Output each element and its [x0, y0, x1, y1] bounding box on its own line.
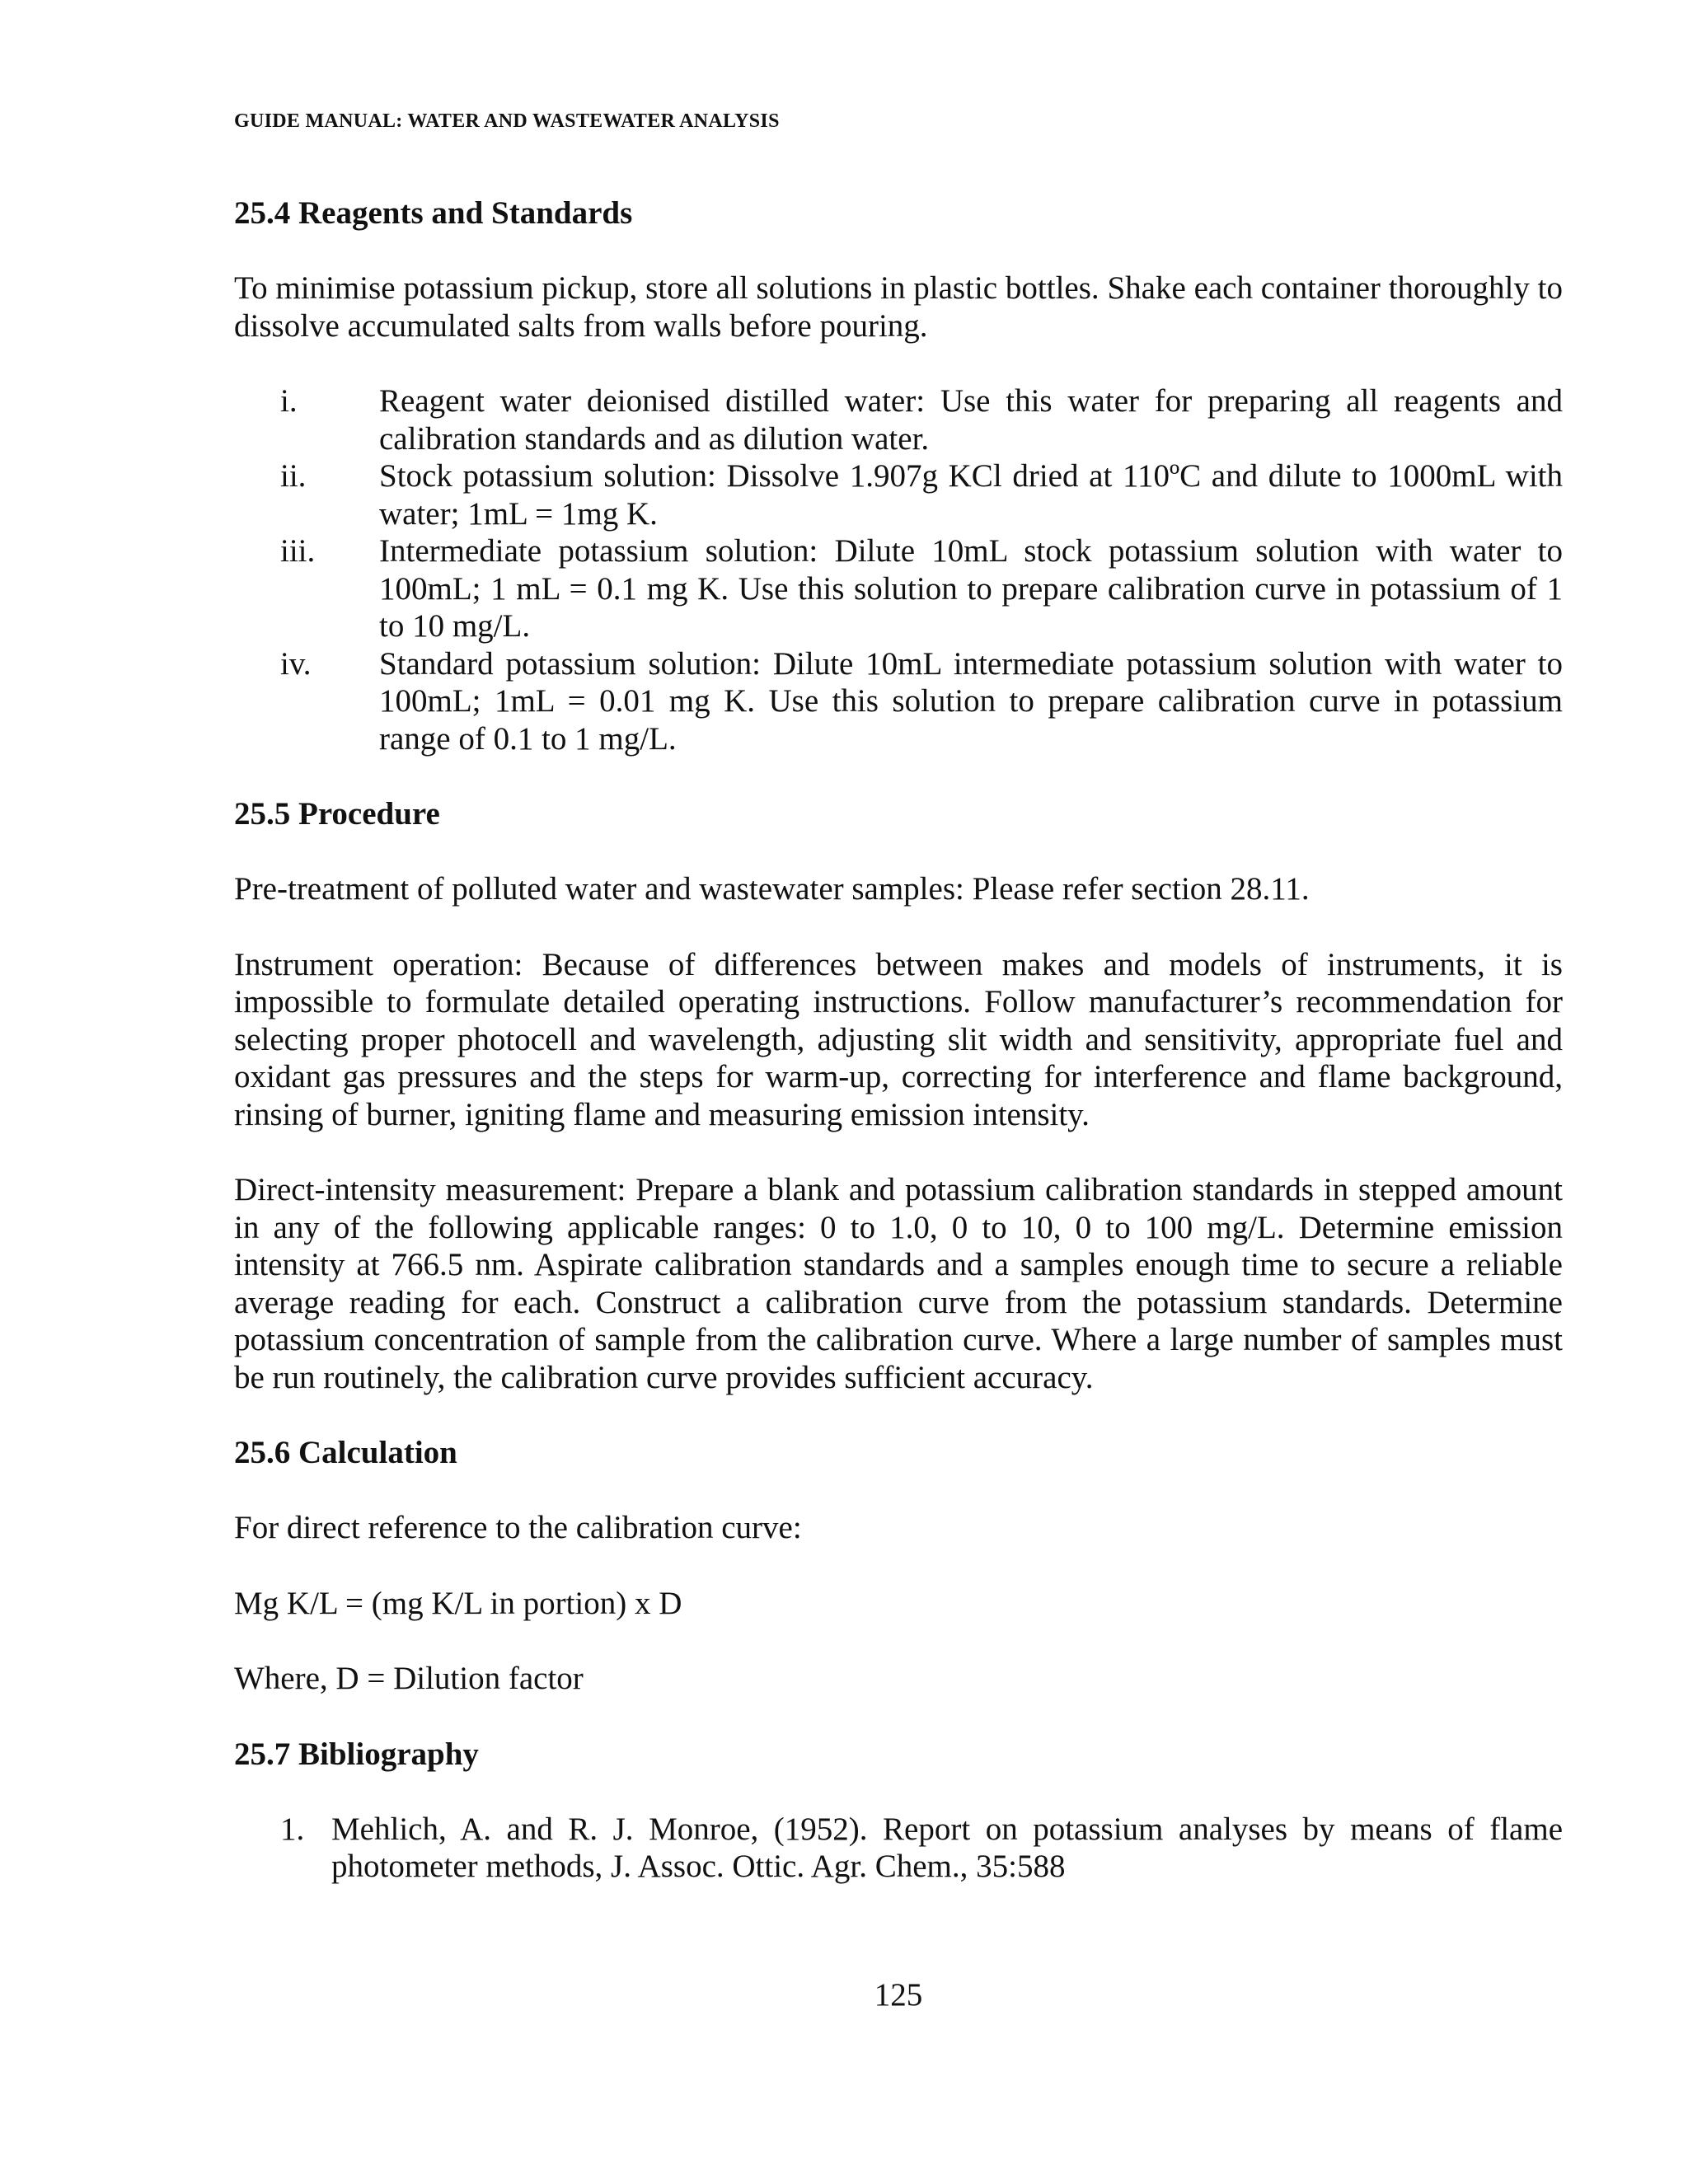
procedure-pretreatment: Pre-treatment of polluted water and wastewater samples: Please refer section 28.11.	[234, 871, 1310, 907]
list-item-number: i.	[280, 383, 298, 419]
reagents-list	[234, 382, 1563, 757]
list-item-text: Stock potassium solution: Dissolve 1.907g KCl dried at 110ºC and dilute to 1000mL with water; 1mL = 1mg K.	[379, 458, 1563, 532]
section-heading-calculation: 25.6 Calculation	[234, 1435, 457, 1470]
list-item-number: 1.	[280, 1811, 305, 1847]
bibliography-list	[234, 1811, 1563, 1886]
list-item-text: Standard potassium solution: Dilute 10mL intermediate potassium solution with water to 100mL; 1mL = 0.01 mg K. Use this solution to prepare calibration curve in potassium range of 0.1 to 1 mg/L.	[379, 645, 1563, 757]
procedure-direct-intensity: Direct-intensity measurement: Prepare a blank and potassium calibration standards in stepped amount in any of the following applicable ranges: 0 to 1.0, 0 to 10, 0 to 100 mg/L. Determine emission intensity at 766.5 nm. Aspirate calibration standards and a samples enough time to secure a reliable average reading for each. Construct a calibration curve from the potassium standards. Determine potassium concentration of sample from the calibration curve. Where a large number of samples must be run routinely, the calibration curve provides sufficient accuracy.	[234, 1172, 1563, 1395]
list-item	[234, 1811, 1563, 1886]
list-item-number: ii.	[280, 458, 307, 494]
section-heading-reagents: 25.4 Reagents and Standards	[234, 195, 633, 231]
section-heading-bibliography: 25.7 Bibliography	[234, 1736, 479, 1772]
procedure-instrument-operation: Instrument operation: Because of differences between makes and models of instruments, it is impossible to formulate detailed operating instructions. Follow manufacturer’s recommendation for selecting proper photocell and wavelength, adjusting slit width and sensitivity, appropriate fuel and oxidant gas pressures and the steps for warm-up, correcting for interference and flame background, rinsing of burner, igniting flame and measuring emission intensity.	[234, 946, 1563, 1132]
list-item-text: Mehlich, A. and R. J. Monroe, (1952). Report on potassium analyses by means of flame photometer methods, J. Assoc. Ottic. Agr. Chem., 35:588	[331, 1811, 1563, 1884]
list-item-number: iii.	[280, 533, 316, 569]
list-item	[234, 532, 1563, 645]
reagents-intro: To minimise potassium pickup, store all solutions in plastic bottles. Shake each container thoroughly to dissolve accumulated salts from walls before pouring.	[234, 270, 1563, 344]
calculation-formula: Mg K/L = (mg K/L in portion) x D	[234, 1585, 682, 1621]
list-item-text: Intermediate potassium solution: Dilute 10mL stock potassium solution with water to 100mL; 1 mL = 0.1 mg K. Use this solution to prepare calibration curve in potassium of 1 to 10 mg/L.	[379, 533, 1563, 644]
calculation-where: Where, D = Dilution factor	[234, 1661, 584, 1696]
running-header: GUIDE MANUAL: WATER AND WASTEWATER ANALYSIS	[234, 110, 780, 132]
list-item	[234, 457, 1563, 532]
page-number: 125	[874, 1977, 923, 2013]
list-item	[234, 382, 1563, 457]
section-heading-procedure: 25.5 Procedure	[234, 796, 440, 832]
list-item	[234, 645, 1563, 758]
list-item-number: iv.	[280, 645, 312, 682]
list-item-text: Reagent water deionised distilled water: Use this water for preparing all reagents and calibration standards and as dilution water.	[379, 383, 1563, 457]
calculation-intro: For direct reference to the calibration curve:	[234, 1510, 802, 1545]
page-content	[234, 194, 1563, 1886]
